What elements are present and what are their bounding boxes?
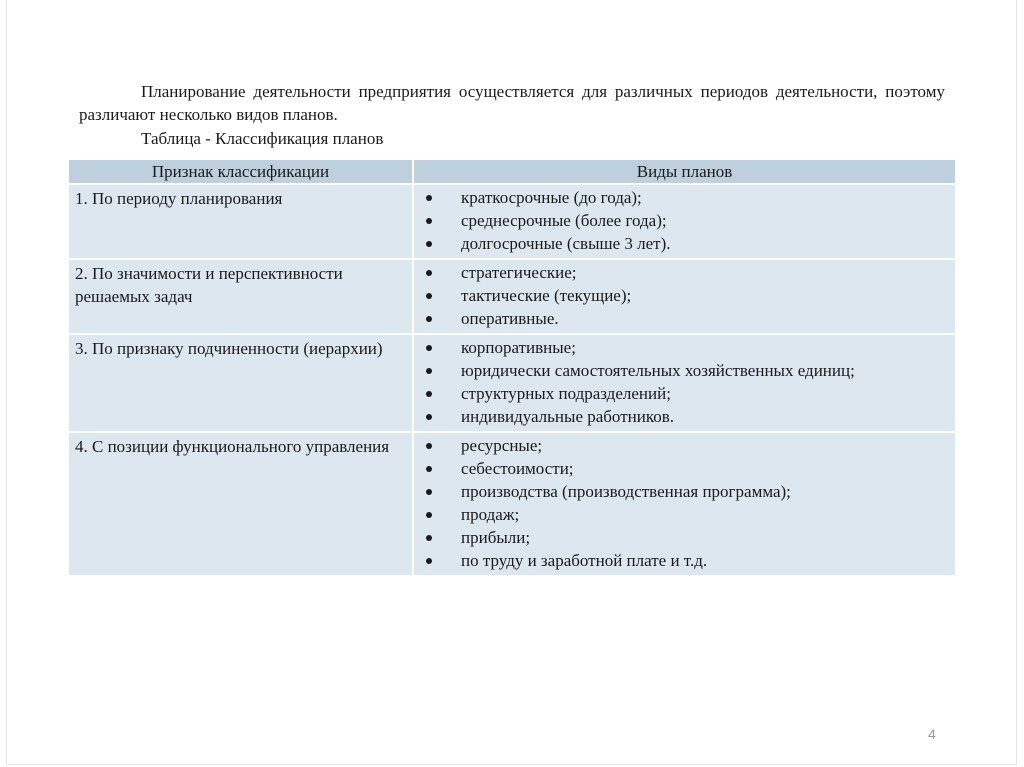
bullet-icon [426,345,432,351]
list-item [414,549,955,572]
list-item [414,434,955,457]
criterion-cell [69,184,413,259]
kind-text: структурных подразделений; [461,384,671,403]
list-item [414,405,955,428]
bullet-icon [426,466,432,472]
kind-text: юридически самостоятельных хозяйственных единиц; [461,361,855,380]
kinds-cell [413,259,955,334]
criterion-cell [69,432,413,576]
list-item [414,307,955,330]
intro-text [79,80,945,126]
list-item [414,186,955,209]
kinds-cell [413,432,955,576]
kind-text: корпоративные; [461,338,576,357]
kinds-cell [413,184,955,259]
header-kinds: Виды планов [413,160,955,184]
bullet-icon [426,195,432,201]
kind-text: тактические (текущие); [461,286,632,305]
kind-text: долгосрочные (свыше 3 лет). [461,234,671,253]
kind-text: ресурсные; [461,436,543,455]
kinds-list [414,260,955,333]
kinds-list [414,433,955,575]
table-row [69,432,955,576]
bullet-icon [426,241,432,247]
table-row [69,184,955,259]
bullet-icon [426,218,432,224]
header-criterion: Признак классификации [69,160,413,184]
kind-text: по труду и заработной плате и т.д. [461,551,708,570]
kinds-list [414,335,955,431]
criterion-text: 4. С позиции функционального управления [75,437,390,456]
kind-text: оперативные. [461,309,559,328]
criterion-text: 3. По признаку подчиненности (иерархии) [75,339,383,358]
list-item [414,336,955,359]
kind-text: краткосрочные (до года); [461,188,642,207]
criterion-cell [69,259,413,334]
criterion-text: 1. По периоду планирования [75,189,283,208]
list-item [414,382,955,405]
table-row [69,259,955,334]
list-item [414,359,955,382]
kind-text: себестоимости; [461,459,574,478]
list-item [414,209,955,232]
kind-text: продаж; [461,505,520,524]
bullet-icon [426,489,432,495]
table-caption: Таблица - Классификация планов [141,129,384,148]
bullet-icon [426,512,432,518]
kind-text: индивидуальные работников. [461,407,675,426]
kinds-cell [413,334,955,432]
list-item [414,480,955,503]
table-header-row [69,160,955,184]
kind-text: производства (производственная программа); [461,482,791,501]
bullet-icon [426,293,432,299]
bullet-icon [426,316,432,322]
bullet-icon [426,558,432,564]
criterion-text: 2. По значимости и перспективности решаемых задач [75,264,343,306]
kinds-list [414,185,955,258]
list-item [414,284,955,307]
kind-text: среднесрочные (более года); [461,211,667,230]
kind-text: стратегические; [461,263,577,282]
list-item [414,457,955,480]
bullet-icon [426,535,432,541]
bullet-icon [426,391,432,397]
list-item [414,261,955,284]
criterion-cell [69,334,413,432]
kind-text: прибыли; [461,528,531,547]
page-number: 4 [928,726,936,742]
bullet-icon [426,270,432,276]
list-item [414,232,955,255]
list-item [414,503,955,526]
intro-paragraph: Планирование деятельности предприятия осуществляется для различных периодов деятельности, поэтому различают несколько видов планов. [79,82,945,124]
table-row [69,334,955,432]
bullet-icon [426,443,432,449]
bullet-icon [426,368,432,374]
list-item [414,526,955,549]
plans-classification-table [69,160,955,577]
bullet-icon [426,414,432,420]
